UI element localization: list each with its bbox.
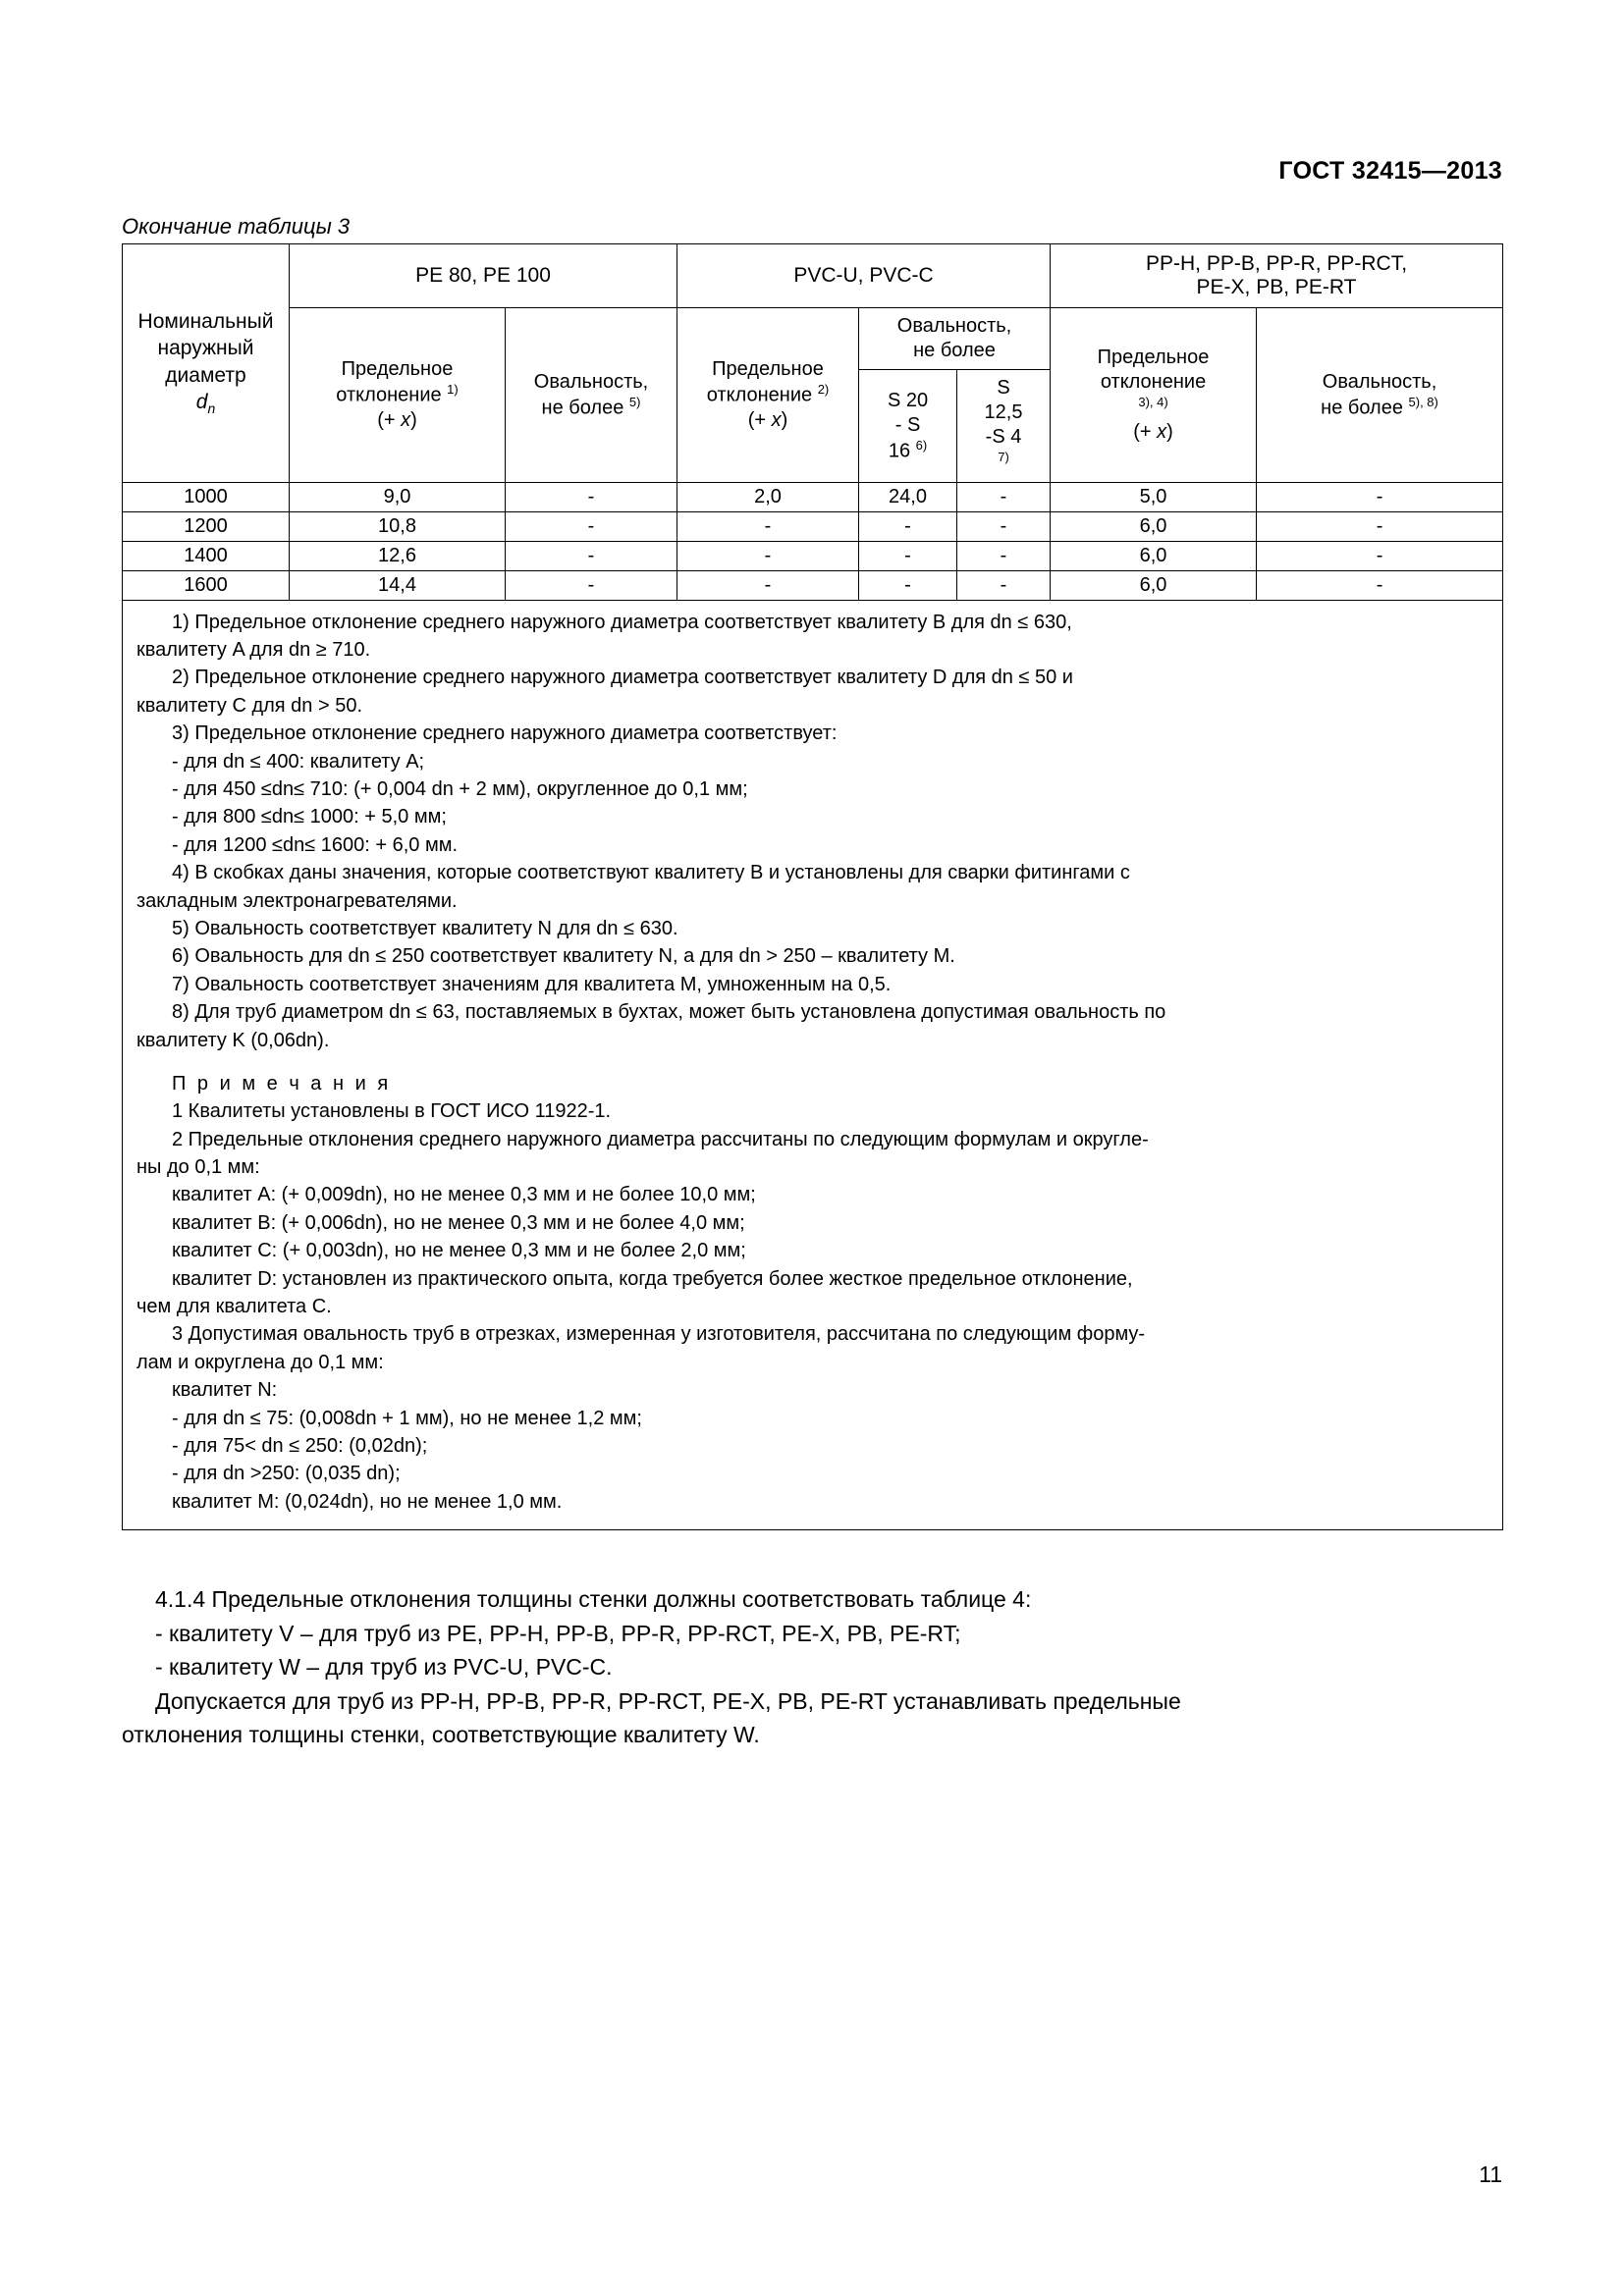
table-header-row-2	[123, 308, 1503, 370]
note-3-item-4: квалитет M: (0,024dn), но не менее 1,0 мм.	[172, 1490, 563, 1513]
note-2-item-2: квалитет B: (+ 0,006dn), но не менее 0,3 мм и не более 4,0 мм;	[172, 1211, 745, 1234]
notes-title: П р и м е ч а н и я	[172, 1072, 392, 1095]
header-cell-nominal-diameter	[123, 244, 290, 483]
cell-pe-dev: 14,4	[290, 570, 506, 600]
header-pvc-s125-s4: S 12,5 -S 4 $^{7)}$	[957, 370, 1051, 483]
table-row	[123, 511, 1503, 541]
cell-pp-dev: 5,0	[1051, 482, 1257, 511]
footnote-ref-7: 7)	[998, 450, 1009, 464]
table-row	[123, 541, 1503, 570]
table-caption: Окончание таблицы 3	[122, 214, 351, 239]
header-nominal-diameter-label: Номинальный наружный диаметр	[137, 310, 274, 387]
note-2-item-4-line-2: чем для квалитета C.	[136, 1296, 332, 1318]
clause-4-1-4: 4.1.4 Предельные отклонения толщины стенки должны соответствовать таблице 4:	[155, 1586, 1032, 1612]
table-header-row-1	[123, 244, 1503, 308]
cell-pp-oval: -	[1257, 541, 1503, 570]
clause-allowance-line-2: отклонения толщины стенки, соответствующие квалитету W.	[122, 1722, 760, 1747]
header-group-pe: PE 80, PE 100	[290, 244, 677, 308]
table-footnotes-row	[123, 600, 1503, 1530]
clause-item-v: - квалитету V – для труб из PE, PP-H, PP-B, PP-R, PP-RCT, PE-X, PB, PE-RT;	[155, 1620, 961, 1646]
footnote-1-line-1: 1) Предельное отклонение среднего наружного диаметра соответствует квалитету B для dn ≤ 630,	[172, 611, 1072, 633]
footnote-3-item-1: - для dn ≤ 400: квалитету A;	[172, 750, 425, 773]
note-2-item-3: квалитет C: (+ 0,003dn), но не менее 0,3 мм и не более 2,0 мм;	[172, 1240, 746, 1262]
cell-dn: 1600	[123, 570, 290, 600]
cell-dn: 1200	[123, 511, 290, 541]
cell-pe-oval: -	[506, 511, 677, 541]
note-3-item-3: - для dn >250: (0,035 dn);	[172, 1463, 401, 1485]
note-1: 1 Квалитеты установлены в ГОСТ ИСО 11922-1.	[172, 1100, 612, 1123]
footnote-3-item-2: - для 450 ≤dn≤ 710: (+ 0,004 dn + 2 мм), округленное до 0,1 мм;	[172, 778, 748, 800]
footnote-3-item-4: - для 1200 ≤dn≤ 1600: + 6,0 мм.	[172, 833, 459, 856]
cell-dn: 1000	[123, 482, 290, 511]
footnote-3: 3) Предельное отклонение среднего наружного диаметра соответствует:	[172, 722, 838, 745]
footnote-ref-1: 1)	[447, 382, 459, 397]
note-2-item-4-line-1: квалитет D: установлен из практического опыта, когда требуется более жесткое предельное отклонение,	[172, 1267, 1133, 1290]
note-2-line-1: 2 Предельные отклонения среднего наружного диаметра рассчитаны по следующим формулам и округле-	[172, 1128, 1149, 1150]
header-pvc-deviation: Предельное отклонение $^{2)}$ (+ x)	[677, 308, 859, 483]
cell-dn: 1400	[123, 541, 290, 570]
cell-pp-dev: 6,0	[1051, 541, 1257, 570]
page-number: 11	[1479, 2162, 1502, 2187]
cell-pp-dev: 6,0	[1051, 511, 1257, 541]
cell-pe-oval: -	[506, 541, 677, 570]
note-3-line-1: 3 Допустимая овальность труб в отрезках, измеренная у изготовителя, рассчитана по следующим форму-	[172, 1323, 1146, 1346]
footnote-2-line-2: квалитету C для dn > 50.	[136, 694, 363, 717]
footnote-6: 6) Овальность для dn ≤ 250 соответствует квалитету N, а для dn > 250 – квалитету M.	[172, 945, 955, 968]
header-group-pvc: PVC-U, PVC-C	[677, 244, 1051, 308]
table-3-container	[122, 243, 1502, 1530]
cell-pe-dev: 12,6	[290, 541, 506, 570]
table-row	[123, 570, 1503, 600]
footnote-ref-6: 6)	[915, 437, 928, 453]
note-3-line-2: лам и округлена до 0,1 мм:	[136, 1351, 384, 1373]
header-group-pp: PP-H, PP-B, PP-R, PP-RCT, PE-X, PB, PE-RT	[1051, 244, 1503, 308]
note-3-item-0: квалитет N:	[172, 1379, 278, 1402]
clause-allowance-line-1: Допускается для труб из PP-H, PP-B, PP-R, PP-RCT, PE-X, PB, PE-RT устанавливать предельные	[155, 1687, 1181, 1714]
cell-pvc-s20: 24,0	[859, 482, 957, 511]
footnote-1-line-2: квалитету A для dn ≥ 710.	[136, 639, 371, 662]
cell-pvc-dev: 2,0	[677, 482, 859, 511]
header-pvc-s20-s16: S 20 - S 16 $^{6)}$	[859, 370, 957, 483]
header-pp-ovality: Овальность, не более $^{5), 8)}$	[1257, 308, 1503, 483]
cell-pp-oval: -	[1257, 511, 1503, 541]
cell-pp-oval: -	[1257, 482, 1503, 511]
note-2-item-1: квалитет A: (+ 0,009dn), но не менее 0,3 мм и не более 10,0 мм;	[172, 1184, 756, 1206]
cell-pe-dev: 10,8	[290, 511, 506, 541]
header-pe-ovality: Овальность, не более $^{5)}$	[506, 308, 677, 483]
cell-pvc-s125: -	[957, 482, 1051, 511]
cell-pvc-s125: -	[957, 570, 1051, 600]
cell-pe-oval: -	[506, 482, 677, 511]
cell-pe-oval: -	[506, 570, 677, 600]
header-pp-deviation: Предельное отклонение $^{3), 4)}$ (+ x)	[1051, 308, 1257, 483]
footnote-8-line-2: квалитету K (0,06dn).	[136, 1029, 330, 1051]
footnote-3-item-3: - для 800 ≤dn≤ 1000: + 5,0 мм;	[172, 806, 447, 828]
footnote-ref-5-8: 5), 8)	[1408, 394, 1438, 409]
cell-pvc-s125: -	[957, 511, 1051, 541]
body-paragraphs	[122, 1582, 1502, 1752]
footnote-5: 5) Овальность соответствует квалитету N для dn ≤ 630.	[172, 917, 678, 939]
cell-pvc-s125: -	[957, 541, 1051, 570]
header-pvc-ovality-group: Овальность, не более	[859, 308, 1051, 370]
cell-pvc-dev: -	[677, 570, 859, 600]
footnote-8-line-1: 8) Для труб диаметром dn ≤ 63, поставляемых в бухтах, может быть установлена допустимая овальность по	[172, 1001, 1166, 1024]
note-3-item-1: - для dn ≤ 75: (0,008dn + 1 мм), но не менее 1,2 мм;	[172, 1407, 642, 1429]
footnote-ref-2: 2)	[817, 382, 830, 397]
cell-pe-dev: 9,0	[290, 482, 506, 511]
table-3	[122, 243, 1503, 1530]
cell-pvc-s20: -	[859, 570, 957, 600]
header-pe-deviation: Предельное отклонение $^{1)}$ (+ x)	[290, 308, 506, 483]
header-nominal-diameter-symbol: $d_n$	[195, 391, 216, 417]
note-3-item-2: - для 75< dn ≤ 250: (0,02dn);	[172, 1434, 428, 1457]
footnote-7: 7) Овальность соответствует значениям для квалитета M, умноженным на 0,5.	[172, 973, 892, 995]
footnote-ref-3-4: 3), 4)	[1138, 394, 1168, 409]
cell-pvc-s20: -	[859, 541, 957, 570]
cell-pp-dev: 6,0	[1051, 570, 1257, 600]
footnote-4-line-1: 4) В скобках даны значения, которые соответствуют квалитету B и установлены для сварки фитингами с	[172, 862, 1130, 884]
note-2-line-2: ны до 0,1 мм:	[136, 1156, 260, 1179]
table-row	[123, 482, 1503, 511]
cell-pp-oval: -	[1257, 570, 1503, 600]
page-header-standard: ГОСТ 32415—2013	[1278, 157, 1502, 185]
table-footnotes	[123, 600, 1503, 1530]
footnote-4-line-2: закладным электронагревателями.	[136, 889, 458, 912]
footnote-2-line-1: 2) Предельное отклонение среднего наружного диаметра соответствует квалитету D для dn ≤ 50 и	[172, 667, 1073, 689]
cell-pvc-dev: -	[677, 511, 859, 541]
cell-pvc-dev: -	[677, 541, 859, 570]
clause-item-w: - квалитету W – для труб из PVC-U, PVC-C.	[155, 1654, 613, 1680]
footnote-ref-5: 5)	[628, 394, 641, 409]
cell-pvc-s20: -	[859, 511, 957, 541]
